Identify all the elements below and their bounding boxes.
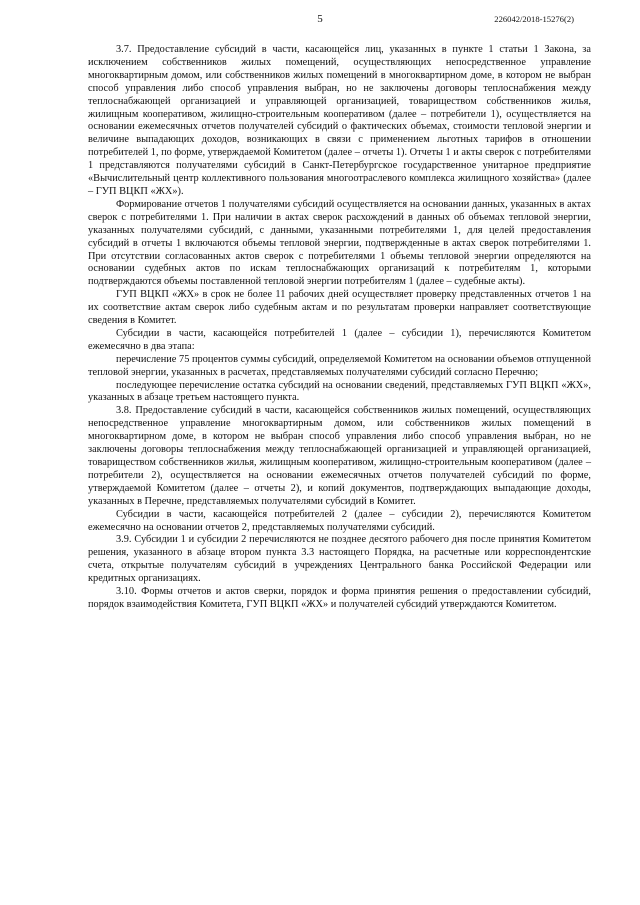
paragraph-3-9: 3.9. Субсидии 1 и субсидии 2 перечисляются не позднее десятого рабочего дня после принятия Комитетом решения, указанного в абзаце втором пункта 3.3 настоящего Порядка, на расчетные или корреспондентские счета, открытые получателям субсидий в учреждениях Центрального банка Российской Федерации или кредитных организациях. xyxy=(88,534,591,585)
paragraph-verification: ГУП ВЦКП «ЖХ» в срок не более 11 рабочих дней осуществляет проверку представленных отчетов 1 на их соответствие актам сверок либо судебным актам и по результатам проверки направляет соответствующие сведения в Комитет. xyxy=(88,289,591,327)
paragraph-3-10: 3.10. Формы отчетов и актов сверки, порядок и форма принятия решения о предоставлении субсидий, порядок взаимодействия Комитета, ГУП ВЦКП «ЖХ» и получателей субсидий утверждаются Комитетом. xyxy=(88,586,591,610)
paragraph-reports-formation: Формирование отчетов 1 получателями субсидий осуществляется на основании данных, указанных в актах сверок с потребителями 1. При наличии в актах сверок расхождений в данных об объемах тепловой энергии, указанных получателями субсидий, с данными, указанными потребителями 1, для целей предоставления субсидий в отчеты 1 включаются объемы тепловой энергии, подтвержденные в актах сверок потребителями 1. При отсутствии согласованных актов сверок с потребителями 1 объемы тепловой энергии определяются на основании судебных актов по искам теплоснабжающих организаций к потребителям 1, которыми подтверждаются объемы поставленной тепловой энергии потребителям 1 (далее – судебные акты). xyxy=(88,198,591,288)
document-number: 226042/2018-15276(2) xyxy=(494,14,574,24)
paragraph-3-7: 3.7. Предоставление субсидий в части, касающейся лиц, указанных в пункте 1 статьи 1 Закона, за исключением собственников жилых помещений, осуществляющих непосредственное управление многоквартирным домом, или собственников жилых помещений в многоквартирном доме, в котором не выбран способ управления либо способ управления выбран, но не заключены договоры теплоснабжения между теплоснабжающей организацией и управляющей организацией, товариществом собственников жилья, жилищным кооперативом, жилищно-строительным кооперативом (далее – потребители 1), осуществляется на основании ежемесячных отчетов получателей субсидий о фактических объемах, стоимости тепловой энергии и величине выпадающих доходов, возникающих в связи с применением льготных тарифов в отношении потребителей 1, по форме, утверждаемой Комитетом (далее – отчеты 1). Отчеты 1 и акты сверок с потребителями 1 представляются получателями субсидий в Санкт-Петербургское государственное унитарное предприятие «Вычислительный центр коллективного пользования многоотраслевого комплекса жилищного хозяйства» (далее – ГУП ВЦКП «ЖХ»). xyxy=(88,44,591,197)
paragraph-subsidies-2: Субсидии в части, касающейся потребителей 2 (далее – субсидии 2), перечисляются Комитетом ежемесячно на основании отчетов 2, представляемых получателями субсидий. xyxy=(88,508,591,533)
page-number: 5 xyxy=(317,13,323,25)
paragraph-stage-1: перечисление 75 процентов суммы субсидий, определяемой Комитетом на основании объемов отпущенной тепловой энергии, указанных в расчетах, представляемых получателями субсидий согласно Перечню; xyxy=(88,353,591,378)
paragraph-subsidies-1: Субсидии в части, касающейся потребителей 1 (далее – субсидии 1), перечисляются Комитетом ежемесячно в два этапа: xyxy=(88,327,591,352)
paragraph-3-8: 3.8. Предоставление субсидий в части, касающейся собственников жилых помещений, осуществляющих непосредственное управление многоквартирным домом, или собственников жилых помещений в многоквартирном доме, в котором не выбран способ управления либо способ управления выбран, но не заключены договоры теплоснабжения между теплоснабжающей организацией и управляющей организацией, товариществом собственников жилья, жилищным кооперативом, жилищно-строительным кооперативом (далее – потребители 2), осуществляется на основании ежемесячных отчетов получателей субсидий по форме, утверждаемой Комитетом (далее – отчеты 2), и копий документов, подтверждающих выпадающие доходы, указанных в Перечне, представляемых получателями субсидий в Комитет. xyxy=(88,405,591,507)
document-body xyxy=(88,44,591,612)
paragraph-stage-2: последующее перечисление остатка субсидий на основании сведений, представляемых ГУП ВЦКП «ЖХ», указанных в абзаце третьем настоящего пункта. xyxy=(88,379,591,404)
